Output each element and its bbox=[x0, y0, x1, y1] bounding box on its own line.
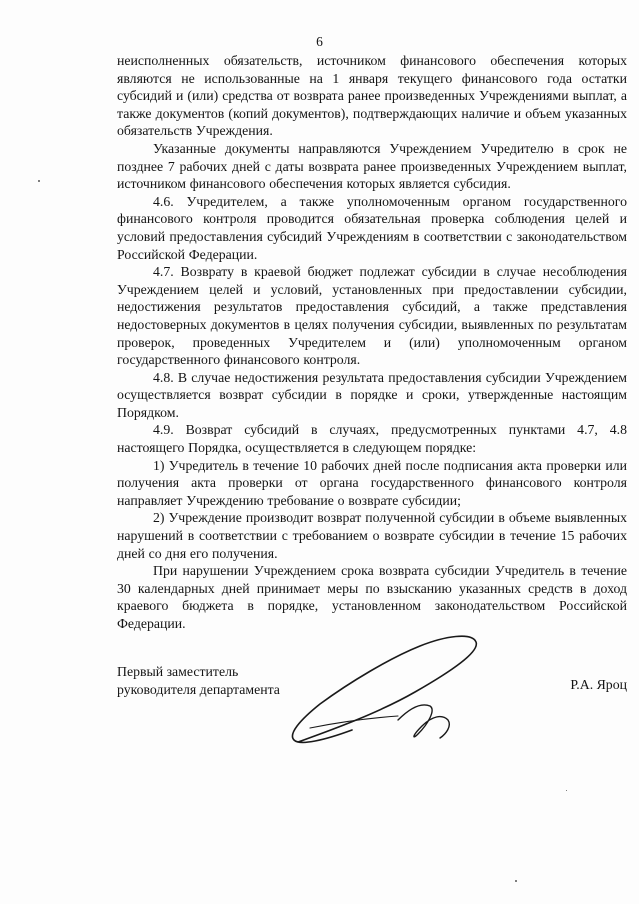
signer-position-line-2: руководителя департамента bbox=[117, 681, 280, 697]
page-number: 6 bbox=[316, 34, 323, 49]
paragraph-documents-deadline: Указанные документы направляются Учреждением Учредителю в срок не позднее 7 рабочих дней с даты возврата ранее произведенных Учреждением выплат, источником финансового обеспечения которых является субсидия. bbox=[117, 140, 627, 192]
scan-speck bbox=[38, 180, 40, 182]
paragraph-4-6: 4.6. Учредителем, а также уполномоченным органом государственного финансового контроля проводится обязательная проверка соблюдения целей и условий предоставления субсидий Учреждениям в соответствии с законодательством Российской Федерации. bbox=[117, 193, 627, 262]
scan-speck bbox=[515, 880, 517, 882]
paragraph-violation-measures: При нарушении Учреждением срока возврата субсидии Учредитель в течение 30 календарных дней принимает меры по взысканию указанных средств в доход краевого бюджета в порядке, установленном законодательством Российской Федерации. bbox=[117, 563, 627, 631]
signer-name: Р.А. Яроц bbox=[570, 677, 627, 692]
paragraph-4-7: 4.7. Возврату в краевой бюджет подлежат субсидии в случае несоблюдения Учреждением целей и условий, установленных при предоставлении субсидии, недостижения результатов предоставления субсидий, а также представления недостоверных документов в целях получения субсидии, выявленных по результатам проверок, проведенных Учредителем и (или) уполномоченным органом государственного финансового контроля. bbox=[117, 264, 627, 368]
signer-position bbox=[117, 663, 627, 698]
document-body bbox=[117, 52, 627, 633]
paragraph-continuation: неисполненных обязательств, источником финансового обеспечения которых являются не использованные на 1 января текущего финансового года остатки субсидий и (или) средства от возврата ранее произведенных Учреждениями выплат, а также документов (копий документов), подтверждающих наличие и объем указанных обязательств Учреждения. bbox=[117, 53, 627, 139]
signer-position-line-1: Первый заместитель bbox=[117, 664, 239, 679]
paragraph-4-8: 4.8. В случае недостижения результата предоставления субсидии Учреждением осуществляется возврат субсидии в порядке и сроки, утвержденные настоящим Порядком. bbox=[117, 369, 627, 420]
signature-block bbox=[117, 663, 627, 698]
paragraph-4-9: 4.9. Возврат субсидий в случаях, предусмотренных пунктами 4.7, 4.8 настоящего Порядка, осуществляется в следующем порядке: bbox=[117, 422, 627, 456]
scan-speck bbox=[566, 790, 567, 791]
list-item-1: 1) Учредитель в течение 10 рабочих дней после подписания акта проверки или получения акта проверки от органа государственного финансового контроля направляет Учреждению требование о возврате субсидии; bbox=[117, 457, 627, 508]
list-item-2: 2) Учреждение производит возврат полученной субсидии в объеме выявленных нарушений в соответствии с требованием о возврате субсидии в течение 15 рабочих дней со дня его получения. bbox=[117, 510, 627, 561]
